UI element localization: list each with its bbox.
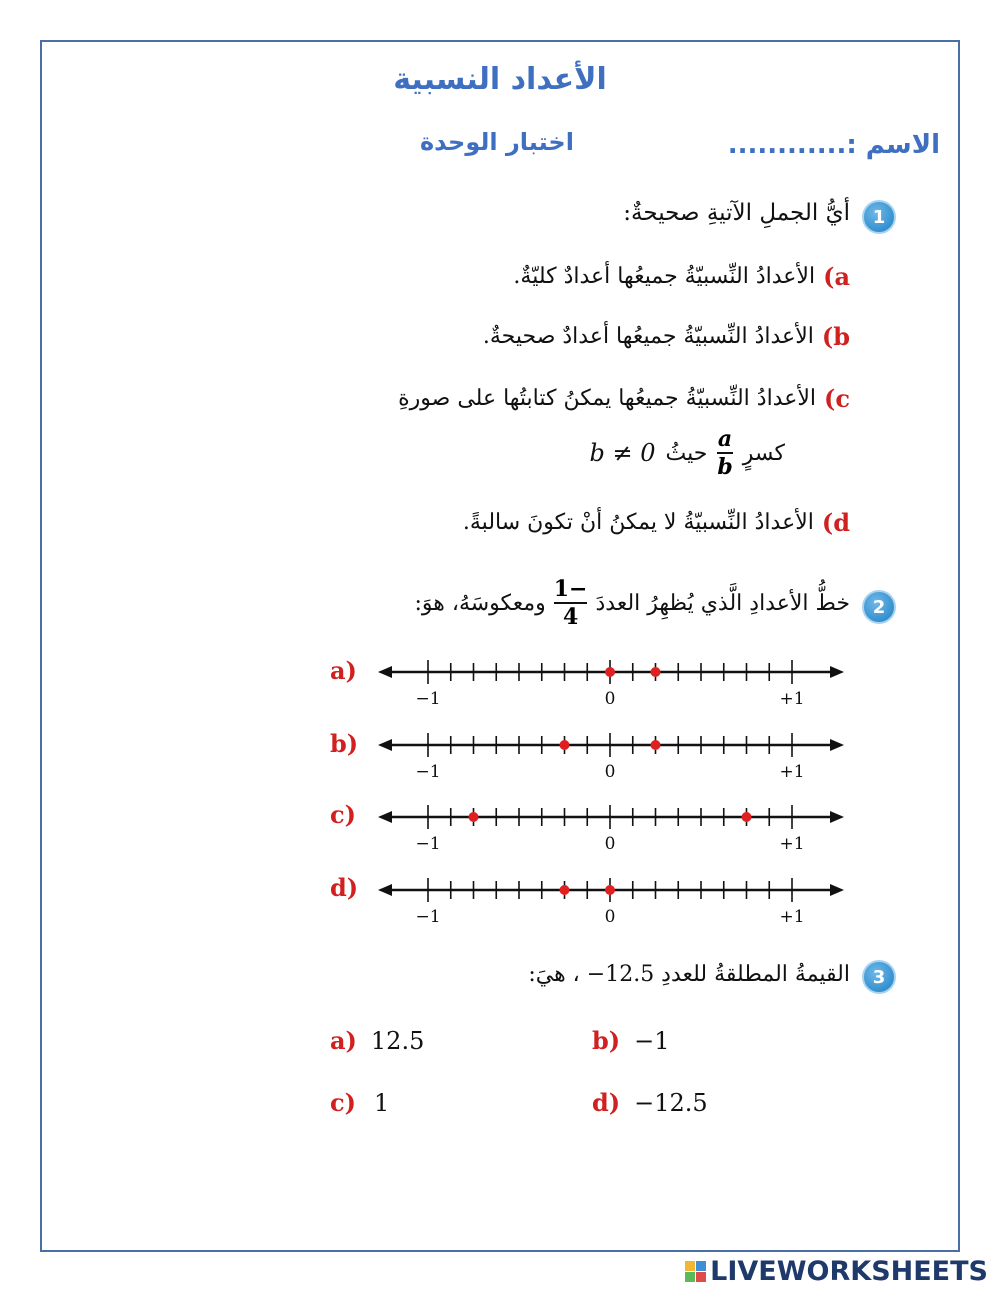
tick-label: 0 <box>604 689 616 709</box>
option-label: b) <box>592 1026 621 1055</box>
q2-prompt-part-1: خطُّ الأعدادِ الَّذي يُظهِرُ العددَ <box>595 590 850 616</box>
question-1-badge: 1 <box>862 200 896 234</box>
plotted-point <box>560 740 570 750</box>
option-label: c) <box>330 1088 356 1117</box>
option-text: الأعدادُ النِّسبيّةُ جميعُها أعدادٌ كليّةٌ. <box>513 264 816 289</box>
fraction-neg-one-quarter: $\frac{-1}{4}$ <box>553 576 588 630</box>
tick-label: −1 <box>415 689 441 709</box>
q3-option-c[interactable] <box>330 1088 389 1117</box>
q1-option-a[interactable] <box>513 262 850 291</box>
tick-label: 0 <box>604 834 616 854</box>
plotted-point <box>469 812 479 822</box>
plotted-point <box>560 885 570 895</box>
option-label: b) <box>330 729 359 758</box>
option-value: −12.5 <box>634 1088 708 1117</box>
question-3-prompt: القيمةُ المطلقةُ للعددِ 12.5− ، هيَ: <box>528 962 850 987</box>
option-value: 1 <box>373 1088 390 1117</box>
option-label: b) <box>821 322 850 351</box>
plotted-point <box>651 667 661 677</box>
arrow-right-icon <box>830 884 844 896</box>
option-label: d) <box>330 873 359 902</box>
q1-option-b[interactable] <box>483 322 850 351</box>
plotted-point <box>651 740 661 750</box>
option-value: 12.5 <box>370 1026 425 1055</box>
tick-label: 0 <box>604 762 616 782</box>
fraction-a-over-b: $\frac{a}{b}$ <box>717 426 733 480</box>
arrow-left-icon <box>378 739 392 751</box>
brand-text: LIVEWORKSHEETS <box>710 1256 988 1287</box>
tick-label: −1 <box>415 762 441 782</box>
option-label: d) <box>592 1088 621 1117</box>
question-2-badge: 2 <box>862 590 896 624</box>
option-label: d) <box>821 508 850 537</box>
arrow-left-icon <box>378 884 392 896</box>
option-label: c) <box>824 384 850 413</box>
name-field[interactable]: الاسم :............ <box>727 130 940 160</box>
tick-label: +1 <box>779 907 805 927</box>
plotted-point <box>605 885 615 895</box>
arrow-left-icon <box>378 811 392 823</box>
condition-word: حيثُ <box>665 440 708 466</box>
arrow-right-icon <box>830 666 844 678</box>
worksheet-title: الأعداد النسبية <box>393 62 607 97</box>
tick-label: +1 <box>779 834 805 854</box>
q3-option-d[interactable] <box>592 1088 708 1117</box>
q1-option-d[interactable] <box>463 508 850 537</box>
question-1-prompt: أيُّ الجملِ الآتيةِ صحيحةٌ: <box>623 200 850 226</box>
question-3-badge: 3 <box>862 960 896 994</box>
q3-option-b[interactable] <box>592 1026 670 1055</box>
option-label: a) <box>823 262 850 291</box>
number-lines <box>360 650 860 940</box>
option-text: الأعدادُ النِّسبيّةُ جميعُها أعدادٌ صحيحةٌ. <box>482 324 814 349</box>
tick-label: −1 <box>415 907 441 927</box>
option-label: c) <box>330 800 356 829</box>
arrow-right-icon <box>830 739 844 751</box>
tick-label: −1 <box>415 834 441 854</box>
plotted-point <box>742 812 752 822</box>
tick-label: +1 <box>779 689 805 709</box>
arrow-right-icon <box>830 811 844 823</box>
liveworksheets-logo-icon <box>685 1261 706 1282</box>
q3-option-a[interactable] <box>330 1026 424 1055</box>
option-value: −1 <box>634 1026 670 1055</box>
option-label: a) <box>330 656 357 685</box>
tick-label: +1 <box>779 762 805 782</box>
q1-option-c[interactable] <box>398 384 850 413</box>
option-label: a) <box>330 1026 357 1055</box>
question-2-prompt <box>414 576 850 630</box>
q2-prompt-part-2: ومعكوسَهُ، هوَ: <box>414 590 546 616</box>
option-text-2: كسرٍ <box>742 440 785 466</box>
q1-option-c-continuation <box>590 426 785 480</box>
option-text: الأعدادُ النِّسبيّةُ لا يمكنُ أنْ تكونَ سالبةً. <box>462 510 814 535</box>
unit-test-label: اختبار الوحدة <box>420 128 574 156</box>
condition-expression: b ≠ 0 <box>589 439 656 467</box>
option-text: الأعدادُ النِّسبيّةُ جميعُها يمكنُ كتابتُها على صورةِ <box>398 386 817 411</box>
liveworksheets-brand[interactable] <box>685 1256 988 1287</box>
arrow-left-icon <box>378 666 392 678</box>
tick-label: 0 <box>604 907 616 927</box>
plotted-point <box>605 667 615 677</box>
